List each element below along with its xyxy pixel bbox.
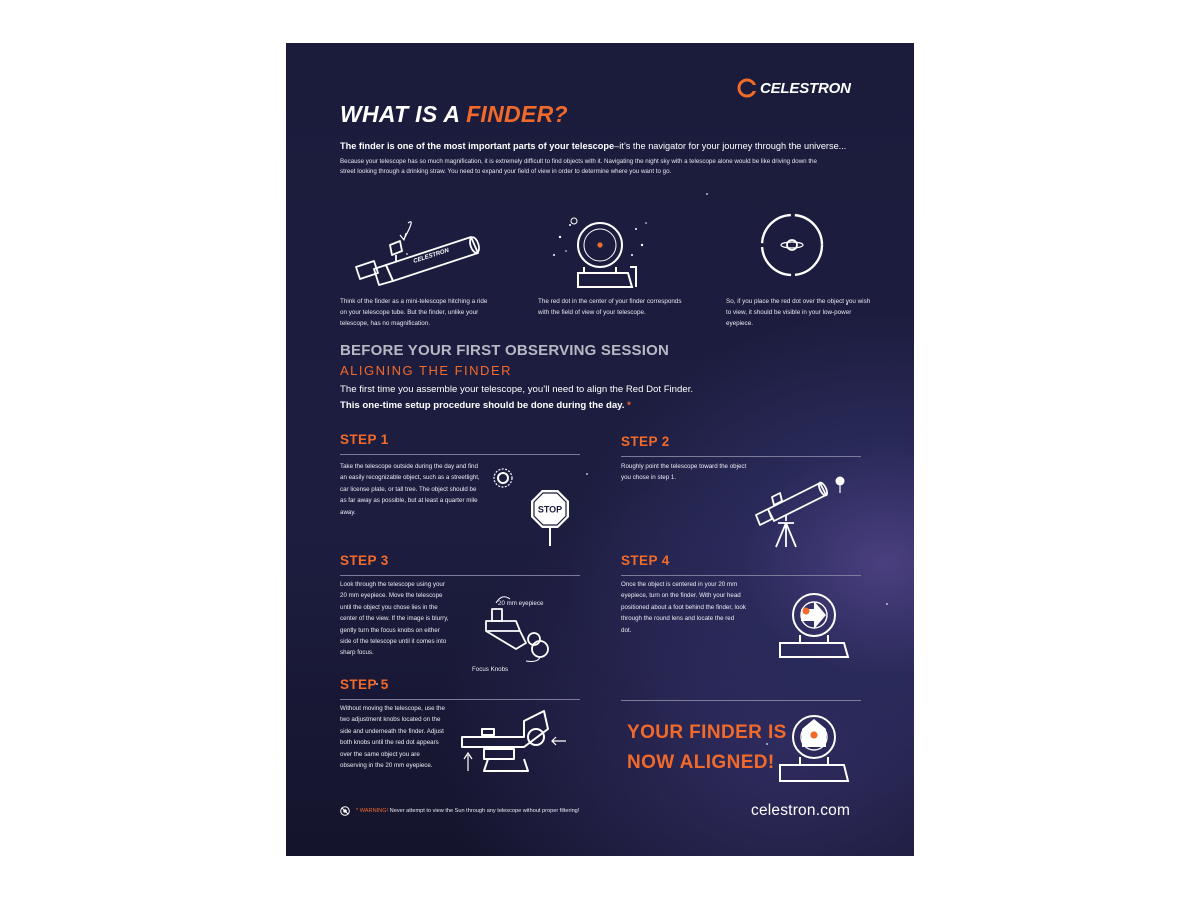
step-3-title: STEP 3 [340,553,389,568]
focus-knobs-label: Focus Knobs [472,666,509,673]
eyepiece-label: 20 mm eyepiece [498,600,544,607]
red-dot-aligned [810,731,817,738]
step-2-divider [621,456,861,457]
target-object-icon [836,477,845,486]
finder-red-dot-view-illustration [776,591,856,663]
step-1-text: Take the telescope outside during the day and find an easily recognizable object, such as a streetlight, car license plate, or tall tree. The object should be as far away as possible, but at least a quarter mile away. [340,463,480,516]
intro-lead [340,140,880,152]
step-2-text: Roughly point the telescope toward the object you chose in step 1. [621,463,747,482]
stop-sign-text: STOP [537,504,563,515]
step-1-divider [340,454,580,455]
step-5-text: Without moving the telescope, use the two adjustment knobs located on the side and underneath the finder. Adjust both knobs until the red dot appears over the same object you are observing in the 20 mm eyepiece. [340,705,445,770]
illustration-caption-3: So, if you place the red dot over the object you wish to view, it should be visible in your low-power eyepiece. [726,298,871,327]
brand-name: CELESTRON [760,79,851,97]
illustration-caption-1: Think of the finder as a mini-telescope hitching a ride on your telescope tube. But the finder, unlike your telescope, has no magnification. [340,298,488,327]
streetlight-icon [492,467,514,489]
finder-view-planet-illustration [756,215,836,285]
telescope-tube-illustration [346,215,496,285]
step-4-text: Once the object is centered in your 20 mm eyepiece, turn on the finder. With your head positioned about a foot behind the finder, look through the round lens and locate the red dot. [621,581,746,634]
conclusion-line-1: YOUR FINDER IS [627,722,787,743]
conclusion-text [627,718,787,778]
website-link[interactable]: celestron.com [751,802,851,819]
telescope-on-tripod-illustration [746,471,856,549]
section-line-1: The first time you assemble your telescope, you’ll need to align the Red Dot Finder. [340,384,694,395]
adjustment-knobs-illustration [454,707,584,787]
conclusion-divider [621,700,861,701]
red-dot-step4 [803,608,810,615]
poster [286,43,914,856]
title-prefix: WHAT IS A [340,101,467,127]
warning-note [340,806,579,816]
tube-label: CELESTRON [412,247,450,265]
section-heading: BEFORE YOUR FIRST OBSERVING SESSION [340,342,670,359]
intro-paragraph: Because your telescope has so much magnification, it is extremely difficult to find objects with it. Navigating the night sky with a telescope alone would be like driving down the street looking through a drinking straw. You need to expand your field of view in order to determine where you want to go. [340,158,817,175]
step-3-text: Look through the telescope using your 20 mm eyepiece. Move the telescope until the object you chose lies in the center of the view. If the image is blurry, gently turn the focus knobs on either side of the telescope until it comes into sharp focus. [340,581,449,657]
step-4-title: STEP 4 [621,553,670,568]
page-title [340,101,568,128]
celestron-swoosh-icon [738,79,756,97]
step-1-title: STEP 1 [340,432,389,447]
conclusion-line-2: NOW ALIGNED! [627,752,775,773]
step-3-divider [340,575,580,576]
celestron-logo [738,79,851,97]
step-4-divider [621,575,861,576]
no-sun-icon [340,806,350,816]
illustration-caption-2: The red dot in the center of your finder corresponds with the field of view of your telescope. [538,298,682,316]
step-5-title: STEP 5 [340,677,389,692]
section-subheading: ALIGNING THE FINDER [340,363,513,378]
step-2-title: STEP 2 [621,434,670,449]
warning-text: Never attempt to view the Sun through any telescope without proper filtering! [388,808,580,814]
section-line-2 [340,400,631,411]
red-dot-finder-illustration [548,215,648,295]
intro-lead-rest: –it’s the navigator for your journey through the universe... [614,141,847,151]
red-dot [597,242,602,247]
section-line-2-mark: * [624,400,631,411]
section-line-2-text: This one-time setup procedure should be done during the day. [340,400,625,411]
aligned-finder-illustration [776,713,856,791]
intro-lead-bold: The finder is one of the most important parts of your telescope [340,141,615,151]
step-5-divider [340,699,580,700]
stop-sign-icon [530,489,570,547]
title-highlight: FINDER? [466,101,568,127]
warning-label: * WARNING! [356,808,389,814]
